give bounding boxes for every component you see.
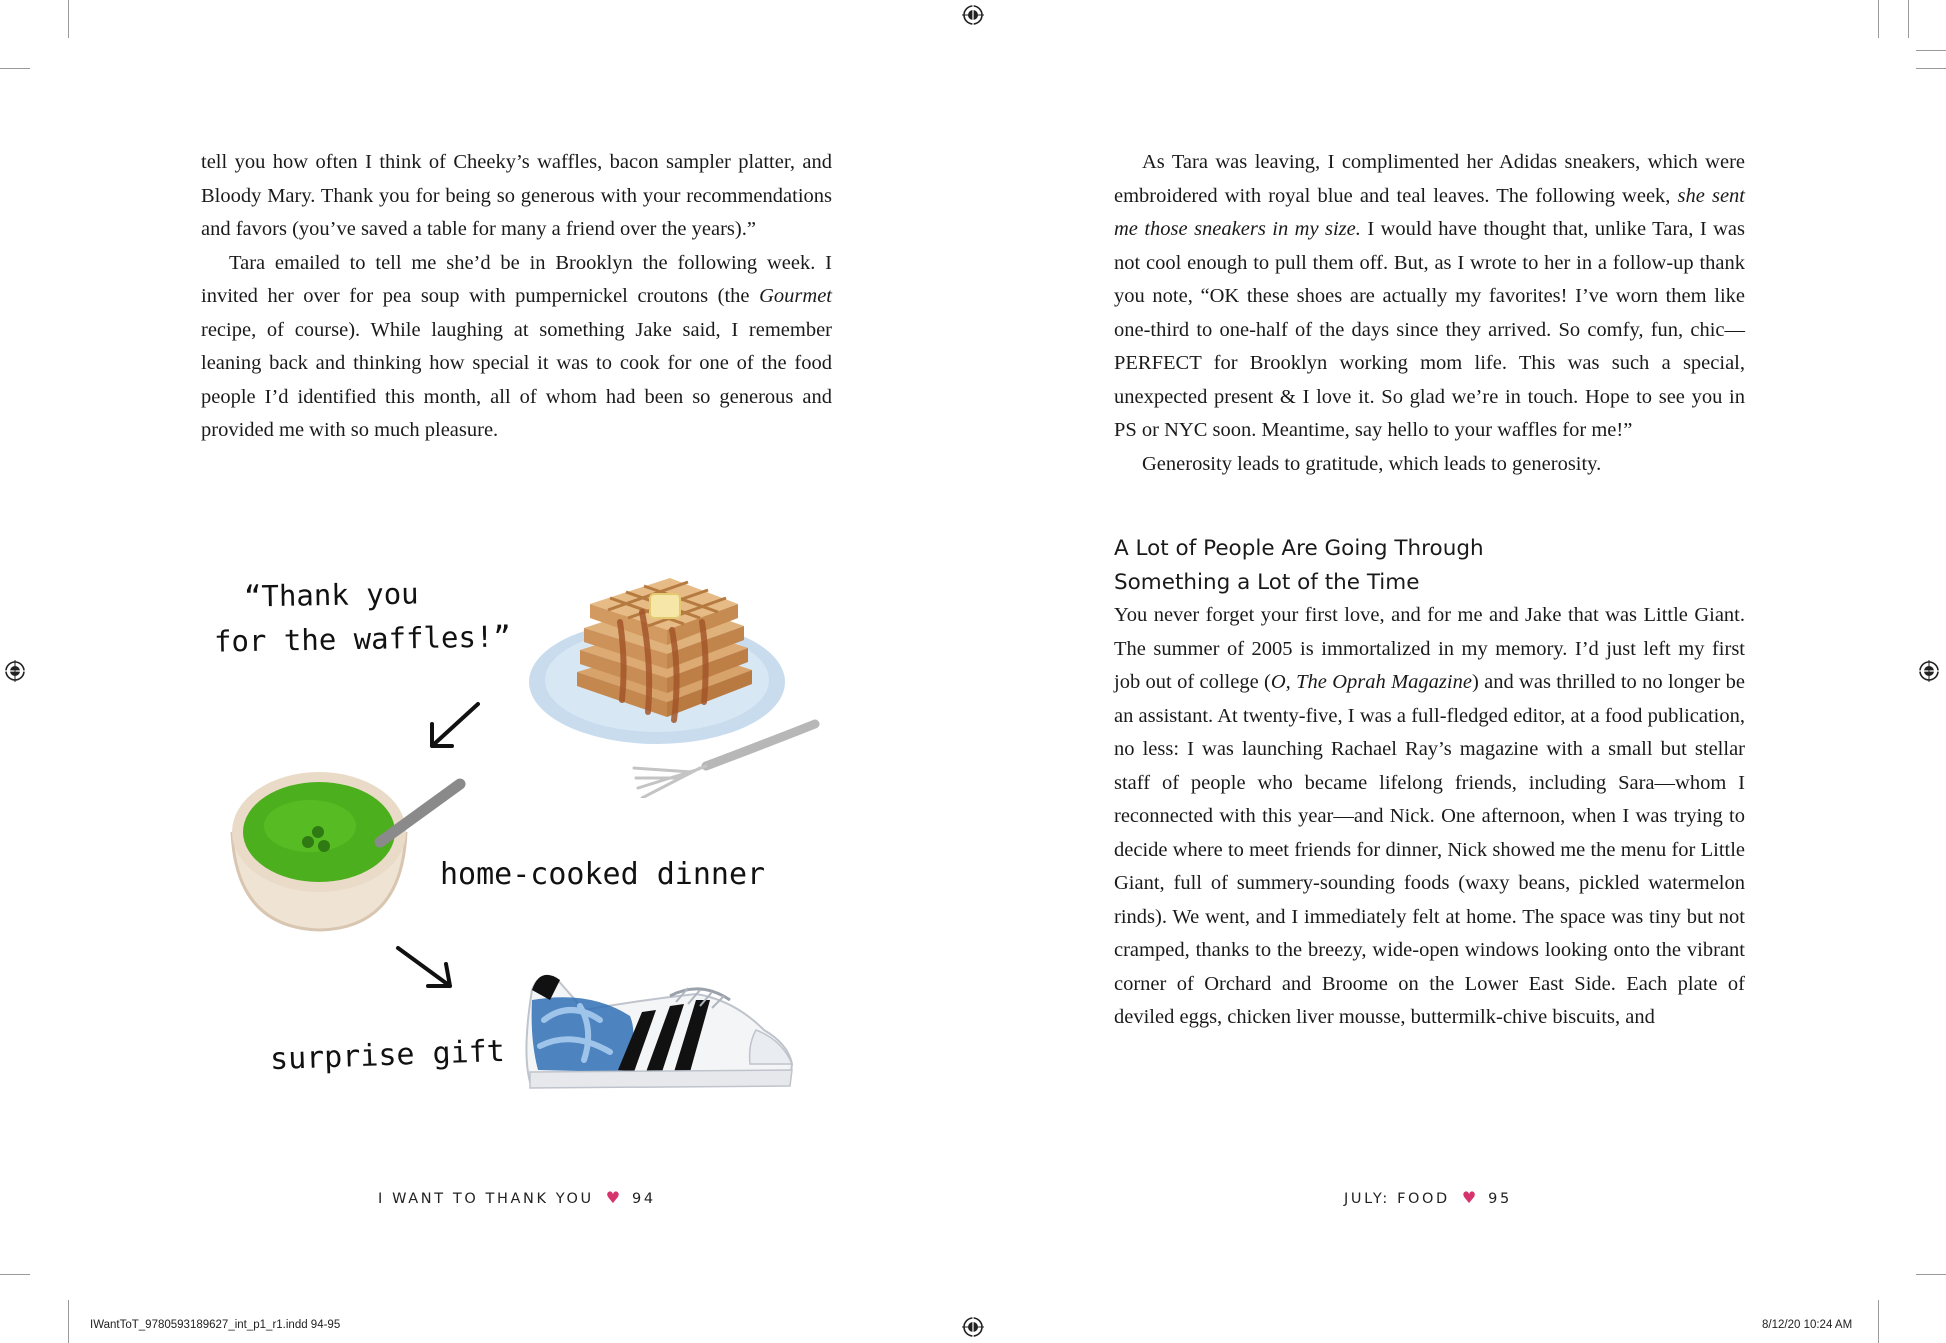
arrow-icon <box>424 700 484 752</box>
crop-mark <box>1916 1274 1946 1275</box>
caption-surprise-gift: surprise gift <box>269 1033 506 1078</box>
crop-mark <box>68 0 69 38</box>
right-page-body <box>1114 146 1745 1035</box>
arrow-icon <box>392 942 458 994</box>
section-heading-line1: A Lot of People Are Going Through <box>1114 536 1484 561</box>
slug-timestamp: 8/12/20 10:24 AM <box>1762 1319 1853 1331</box>
italic-text: she sent me those sneakers in my size. <box>1114 184 1745 240</box>
right-paragraph-3 <box>1114 599 1745 1035</box>
heart-icon: ♥ <box>1461 1188 1477 1207</box>
left-page-body <box>201 146 832 448</box>
spoon-icon <box>372 776 468 848</box>
right-folio <box>1344 1188 1512 1207</box>
text-run: Tara emailed to tell me she’d be in Brooklyn the following week. I invited her over for pea soup with pumpernickel croutons (the <box>201 251 832 307</box>
registration-mark-icon <box>1918 660 1940 682</box>
crop-mark <box>1916 50 1946 51</box>
crop-mark <box>68 1300 69 1343</box>
sneaker-icon <box>520 960 800 1096</box>
crop-mark <box>1878 1300 1879 1343</box>
right-paragraph-1 <box>1114 146 1745 448</box>
section-heading <box>1114 532 1745 599</box>
caption-thank-you-line1: “Thank you <box>243 576 419 614</box>
text-run: recipe, of course). While laughing at something Jake said, I remember leaning back and thinking how special it was to cook for one of the food people I’d identified this month, all of whom had been so generous and provided me with so much pleasure. <box>201 318 832 441</box>
left-paragraph-1: tell you how often I think of Cheeky’s waffles, bacon sampler platter, and Bloody Mary. Thank you for being so generous with your recommendations and favors (you’ve saved a table for many a friend over the years).” <box>201 151 832 240</box>
registration-mark-icon <box>4 660 26 682</box>
italic-title: Gourmet <box>759 285 832 307</box>
running-head: I WANT TO THANK YOU <box>378 1191 594 1207</box>
left-paragraph-2 <box>201 247 832 448</box>
text-run: ) and was thrilled to no longer be an assistant. At twenty-five, I was a full-fledged editor, at a food publication, no less: I was launching Rachael Ray’s magazine with a small but stellar staff of people who became lifelong friends, including Sara—whom I reconnected with this year—and Nick. One afternoon, when I was trying to decide where to meet friends for dinner, Nick showed me the menu for Little Giant, full of summery-sounding foods (waxy beans, pickled watermelon rinds). We went, and I immediately felt at home. The space was tiny but not cramped, thanks to the breezy, wide-open windows looking onto the vibrant corner of Orchard and Broome on the Lower East Side. Each plate of deviled eggs, chicken liver mousse, buttermilk-chive biscuits, and <box>1114 671 1746 1028</box>
crop-mark <box>1916 68 1946 69</box>
crop-mark <box>0 1274 30 1275</box>
registration-mark-icon <box>962 4 984 26</box>
section-heading-line2: Something a Lot of the Time <box>1114 569 1420 595</box>
registration-mark-icon <box>962 1316 984 1338</box>
caption-home-cooked-dinner: home-cooked dinner <box>440 857 766 892</box>
text-run: I would have thought that, unlike Tara, I was not cool enough to pull them off. But, as I wrote to her in a follow-up thank you note, “OK these shoes are actually my favorites! I’ve worn them like one-third to one-half of the days since they arrived. So comfy, fun, chic—PERFECT for Brooklyn working mom life. This was such a special, unexpected present & I love it. So glad we’re in touch. Hope to see you in PS or NYC soon. Meantime, say hello to your waffles for me!” <box>1114 218 1745 441</box>
crop-mark <box>1908 0 1909 38</box>
fork-icon <box>630 718 820 798</box>
crop-mark <box>1878 0 1879 38</box>
page-number: 94 <box>632 1191 656 1207</box>
text-run: You never forget your first love, and for me and Jake that was Little Giant. The summer of 2005 is immortalized in my memory. I’d just left my first job out of college ( <box>1114 604 1745 693</box>
heart-icon: ♥ <box>605 1188 621 1207</box>
right-paragraph-2: Generosity leads to gratitude, which leads to generosity. <box>1142 452 1602 475</box>
slug-filename: IWantToT_9780593189627_int_p1_r1.indd 94-95 <box>90 1319 341 1331</box>
italic-title: O, The Oprah Magazine <box>1270 671 1472 693</box>
caption-thank-you-line2: for the waffles!” <box>213 619 512 659</box>
page-number: 95 <box>1488 1191 1512 1207</box>
text-run: As Tara was leaving, I complimented her Adidas sneakers, which were embroidered with royal blue and teal leaves. The following week, <box>1114 151 1745 207</box>
crop-mark <box>0 68 30 69</box>
running-head: JULY: FOOD <box>1344 1191 1450 1207</box>
left-folio <box>378 1188 656 1207</box>
